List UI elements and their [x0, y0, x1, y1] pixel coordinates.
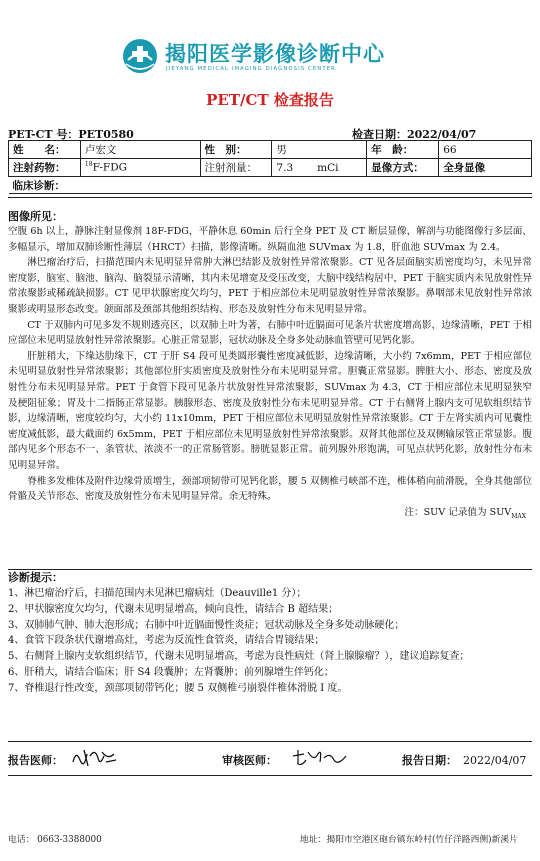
- list-item: 1、淋巴瘤治疗后，扫描范围内未见淋巴瘤病灶（Deauville1 分）；: [8, 588, 307, 599]
- report-date: [402, 752, 526, 768]
- drug-isotope-sup: 18: [84, 161, 93, 169]
- findings-section: [8, 210, 532, 524]
- clinical-diagnosis-label: 临床诊断：: [9, 177, 532, 194]
- list-item: 7、脊椎退行性改变，颈部项韧带钙化；腰 5 双侧椎弓崩裂伴椎体滑脱 I 度。: [8, 682, 348, 694]
- dose-value: 7.3: [276, 161, 294, 174]
- list-item: 3、双肺肺气肿、肺大泡形成；右肺中叶近膈面慢性炎症；冠状动脉及全身多处动脉硬化；: [8, 619, 405, 631]
- drug-label: 注射药物：: [9, 159, 81, 177]
- conclusion-section: [8, 571, 532, 697]
- divider: [8, 741, 532, 742]
- dose-label: 注射剂量：: [200, 159, 272, 177]
- findings-paragraph: 肝脏稍大，下缘达肋缘下，CT 于肝 S4 段可见类圆形囊性密度减低影，边缘清晰，大小约 7x6mm，PET 于相应部位未见明显放射性异常浓聚影；其他部位肝实质密度及放射性分布未见明显异常。胆囊正常显影。脾脏大小、形态、密度及放射性分布未见明显异常。PET 于食管下段可见条片状放射性异常浓聚影，SUVmax 为 4.3，CT 于相应部位未见明显狭窄及梗阻征象；胃及十二指肠正常显影。胰腺形态、密度及放射性分布未见明显异常。CT 于右侧肾上腺内支可见软组织结节影，边缘清晰，密度较均匀，大小约 11x10mm，PET 于相应部位未见明显放射性异常浓聚影。CT 于左肾实质内可见囊性密度减低影，最大截面约 6x5mm，PET 于相应部位未见明显放射性异常浓聚影。双肾其他部位及双侧输尿管正常显影。腹部内见多个形态不一、条管状、浓淡不一的正常肠管影。膀胱显影正常。前列腺外形饱满，可见点状钙化影，放射性分布未见明显异常。: [8, 350, 532, 471]
- list-item: 2、甲状腺密度欠均匀，代谢未见明显增高，倾向良性，请结合 B 超结果；: [8, 603, 339, 615]
- list-item: 4、食管下段条状代谢增高灶，考虑为反流性食管炎，请结合胃镜结果；: [8, 635, 325, 647]
- mode-label: 显像方式：: [367, 159, 439, 177]
- findings-paragraph: CT 于双肺内可见多发不规则透亮区，以双肺上叶为著，右肺中叶近膈面可见条片状密度增高影，边缘清晰，PET 于相应部位未见明显放射性异常浓聚影。心脏正常显影，冠状动脉及全身多处动脉血管壁可见钙化影。: [8, 319, 532, 347]
- report-doctor-signature: [70, 744, 120, 770]
- findings-paragraph: 空腹 6h 以上，静脉注射显像剂 18F-FDG，平静休息 60min 后行全身 PET 及 CT 断层显像，解剖与功能图像行多层面、多幅显示，增加双肺诊断性薄层（HRCT）扫描，影像清晰。纵隔血池 SUVmax 为 1.8，肝血池 SUVmax 为 2.4。: [8, 226, 532, 253]
- table-row: [9, 141, 532, 159]
- patient-info-table: [8, 140, 532, 194]
- footer-address: 地址：揭阳市空港区砲台镇东岭村(竹仔洋路西侧)新溪片: [300, 835, 518, 845]
- brand-name: 揭阳医学影像诊断中心: [165, 42, 385, 66]
- findings-paragraph: 脊椎多发椎体及附件边缘骨质增生，颈部项韧带可见钙化影，腰 5 双侧椎弓峡部不连，椎体稍向前滑脱，全身其他部位骨骼及关节形态、密度及放射性分布未见明显异常。余无特殊。: [8, 475, 532, 503]
- exam-date-label: 检查日期：: [352, 128, 407, 141]
- conclusion-title: 诊断提示：: [8, 571, 63, 584]
- suv-note-sub: MAX: [511, 512, 526, 520]
- list-item: 5、右侧肾上腺内支软组织结节，代谢未见明显增高，考虑为良性病灶（肾上腺腺瘤？），建议追踪复查；: [8, 651, 470, 663]
- report-date-value: 2022/04/07: [463, 754, 527, 767]
- injected-dose: [272, 159, 367, 177]
- imaging-mode: 全身显像: [439, 159, 532, 177]
- injected-drug: [80, 159, 200, 177]
- sex-label: 性 别：: [200, 141, 272, 159]
- age-label: 年 龄：: [367, 141, 439, 159]
- divider: [8, 775, 532, 776]
- review-doctor-label: 审核医师：: [222, 754, 277, 767]
- name-label: 姓 名：: [9, 141, 81, 159]
- drug-name: F-FDG: [92, 161, 128, 174]
- findings-title: 图像所见：: [8, 210, 63, 223]
- suv-note: [8, 505, 532, 524]
- hospital-cross-logo-icon: [122, 38, 158, 74]
- footer-phone: 电话： 0663-3388000: [8, 835, 102, 845]
- report-title: PET/CT 检查报告: [206, 91, 334, 109]
- petct-number-value: PET0580: [78, 128, 134, 141]
- divider: [8, 569, 532, 570]
- petct-number-label: PET-CT 号：: [8, 128, 79, 141]
- divider: [8, 197, 532, 198]
- dose-unit: mCi: [317, 161, 339, 174]
- patient-sex: 男: [272, 141, 367, 159]
- suv-note-text: 注：SUV 记录值为 SUV: [404, 506, 512, 518]
- findings-paragraph: 淋巴瘤治疗后，扫描范围内未见明显异常肿大淋巴结影及放射性异常浓聚影。CT 见各层面脑实质密度均匀，未见异常密度影，脑室、脑池、脑沟、脑裂显示清晰，其内未见增宽及受压改变，大脑中线结构居中，PET 于脑实质内未见放射性异常浓聚影或稀疏缺损影。CT 见甲状腺密度欠均匀，PET 于相应部位未见明显放射性异常浓聚影。鼻咽部未见放射性异常浓聚影或明显形态改变。颌面部及颈部其他组织结构、形态及放射性分布未见明显异常。: [8, 257, 532, 315]
- table-row: [9, 159, 532, 177]
- patient-age: 66: [439, 141, 532, 159]
- exam-date-value: 2022/04/07: [407, 128, 477, 141]
- report-header: [0, 36, 540, 80]
- review-doctor-signature: [290, 744, 350, 770]
- list-item: 6、肝稍大，请结合临床；肝 S4 段囊肿；左肾囊肿；前列腺增生伴钙化；: [8, 666, 334, 678]
- report-doctor-label: 报告医师：: [8, 754, 63, 767]
- table-row: [9, 177, 532, 194]
- report-date-label: 报告日期：: [402, 754, 457, 767]
- brand-subtitle: JIEYANG MEDICAL IMAGING DIAGNOSIS CENTER: [166, 66, 336, 72]
- patient-name: 卢宏文: [80, 141, 200, 159]
